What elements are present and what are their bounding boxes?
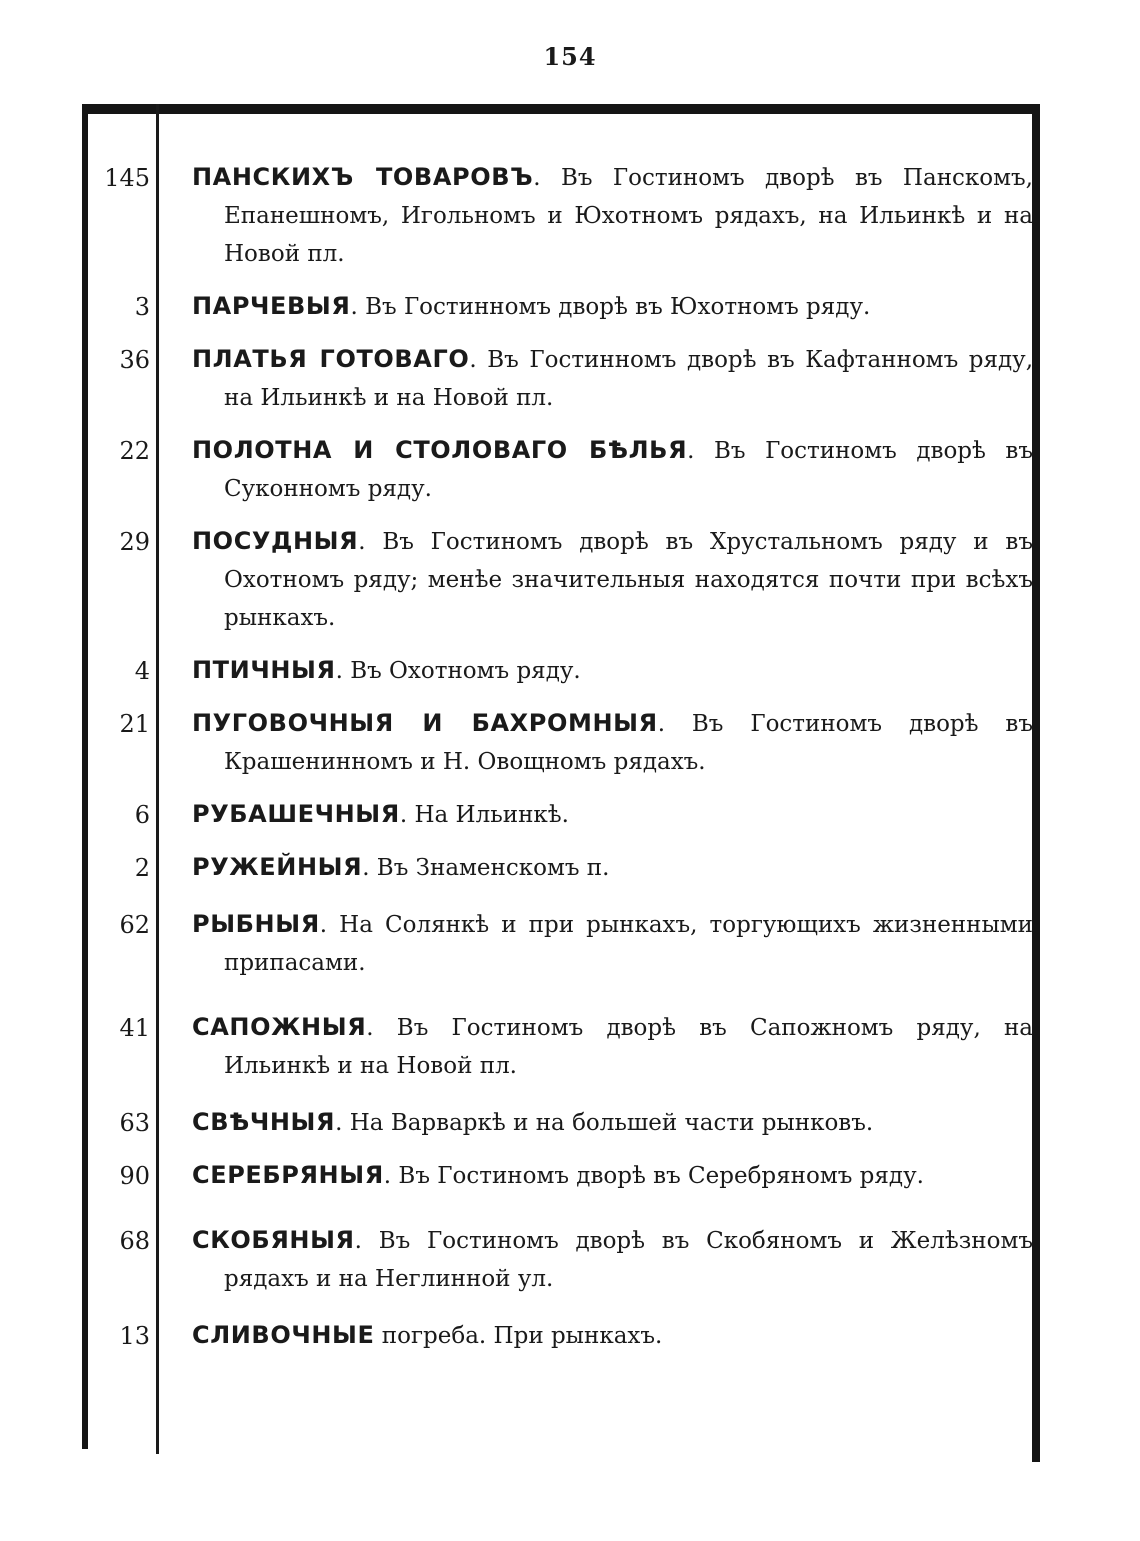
entry-body: [192, 795, 1033, 834]
entry-title: РУЖЕЙНЫЯ: [192, 853, 363, 881]
entry-count: 13: [119, 1322, 150, 1350]
entry-description: . Въ Гостинномъ дворѣ въ Кафтанномъ ряду, на Ильинкѣ и на Новой пл.: [224, 347, 1034, 411]
entry-description: . Въ Гостиномъ дворѣ въ Суконномъ ряду.: [224, 438, 1034, 502]
entry-description: . Въ Гостиномъ дворѣ въ Скобяномъ и Желѣзномъ рядахъ и на Неглинной ул.: [224, 1228, 1033, 1292]
entry-title: РУБАШЕЧНЫЯ: [192, 800, 400, 828]
list-item: [88, 704, 1033, 781]
list-item: [88, 522, 1033, 637]
list-item: [88, 1008, 1033, 1085]
list-item: [88, 1221, 1033, 1298]
entry-description: . Въ Гостиномъ дворѣ въ Крашенинномъ и Н. Овощномъ рядахъ.: [224, 711, 1033, 775]
entry-description: . Въ Гостинномъ дворѣ въ Юхотномъ ряду.: [350, 294, 871, 320]
entry-body: [192, 905, 1033, 982]
entry-body: [192, 651, 1033, 690]
entry-body: [192, 1008, 1033, 1085]
list-item: [88, 848, 1033, 887]
entry-body: [192, 158, 1033, 273]
entry-title: СКОБЯНЫЯ: [192, 1226, 355, 1254]
entry-count: 2: [134, 854, 150, 882]
frame-right-rule: [1032, 104, 1040, 1462]
entry-count: 22: [119, 437, 150, 465]
entry-count: 6: [134, 801, 150, 829]
entry-body: [192, 340, 1033, 417]
entry-title: СЛИВОЧНЫЕ: [192, 1321, 375, 1349]
entry-body: [192, 522, 1033, 637]
entry-title: ПАНСКИХЪ ТОВАРОВЪ: [192, 163, 534, 191]
list-item: [88, 905, 1033, 982]
list-item: [88, 158, 1033, 273]
entry-body: [192, 704, 1033, 781]
entry-title: СВѢЧНЫЯ: [192, 1108, 336, 1136]
frame-top-rule: [82, 104, 1040, 114]
entry-description: . Въ Гостиномъ дворѣ въ Панскомъ, Епанешномъ, Игольномъ и Юхотномъ рядахъ, на Ильинкѣ и на Новой пл.: [224, 165, 1033, 267]
list-item: [88, 1316, 1033, 1355]
entry-count: 90: [119, 1162, 150, 1190]
entry-description: . Въ Знаменскомъ п.: [362, 855, 610, 881]
entry-title: ПТИЧНЫЯ: [192, 656, 336, 684]
entry-count: 36: [119, 346, 150, 374]
entry-description: . На Ильинкѣ.: [399, 802, 569, 828]
entry-title: ПОСУДНЫЯ: [192, 527, 359, 555]
entry-title: ПЛАТЬЯ ГОТОВАГО: [192, 345, 470, 373]
entry-description: . Въ Гостиномъ дворѣ въ Хрустальномъ ряду и въ Охотномъ ряду; менѣе значительныя находятся почти при всѣхъ рынкахъ.: [224, 529, 1033, 631]
list-item: [88, 1156, 1033, 1195]
entry-body: [192, 1156, 1033, 1195]
entry-body: [192, 1103, 1033, 1142]
entry-count: 68: [119, 1227, 150, 1255]
entry-count: 29: [119, 528, 150, 556]
list-item: [88, 1103, 1033, 1142]
entry-body: [192, 848, 1033, 887]
entry-body: [192, 1316, 1033, 1355]
entries-list: [88, 158, 1033, 1369]
entry-title: ПАРЧЕВЫЯ: [192, 292, 351, 320]
entry-count: 4: [134, 657, 150, 685]
entry-count: 41: [119, 1014, 150, 1042]
list-item: [88, 651, 1033, 690]
entry-count: 3: [134, 293, 150, 321]
entry-title: РЫБНЫЯ: [192, 910, 320, 938]
list-item: [88, 795, 1033, 834]
entry-count: 145: [104, 164, 150, 192]
entry-description: погреба. При рынкахъ.: [374, 1323, 663, 1349]
entry-description: . На Варваркѣ и на большей части рынковъ.: [335, 1110, 874, 1136]
entry-description: . Въ Гостиномъ дворѣ въ Серебряномъ ряду.: [383, 1163, 924, 1189]
entry-count: 63: [119, 1109, 150, 1137]
list-item: [88, 340, 1033, 417]
entry-body: [192, 287, 1033, 326]
list-item: [88, 287, 1033, 326]
entry-title: САПОЖНЫЯ: [192, 1013, 367, 1041]
entry-body: [192, 1221, 1033, 1298]
page-number: 154: [543, 42, 597, 71]
entry-title: СЕРЕБРЯНЫЯ: [192, 1161, 384, 1189]
entry-title: ПУГОВОЧНЫЯ И БАХРОМНЫЯ: [192, 709, 658, 737]
entry-body: [192, 431, 1033, 508]
entry-title: ПОЛОТНА И СТОЛОВАГО БѢЛЬЯ: [192, 436, 688, 464]
entry-description: . Въ Охотномъ ряду.: [335, 658, 581, 684]
list-item: [88, 431, 1033, 508]
entry-count: 21: [119, 710, 150, 738]
entry-description: . Въ Гостиномъ дворѣ въ Сапожномъ ряду, на Ильинкѣ и на Новой пл.: [224, 1015, 1033, 1079]
entry-description: . На Солянкѣ и при рынкахъ, торгующихъ жизненными припасами.: [224, 912, 1033, 976]
entry-count: 62: [119, 911, 150, 939]
